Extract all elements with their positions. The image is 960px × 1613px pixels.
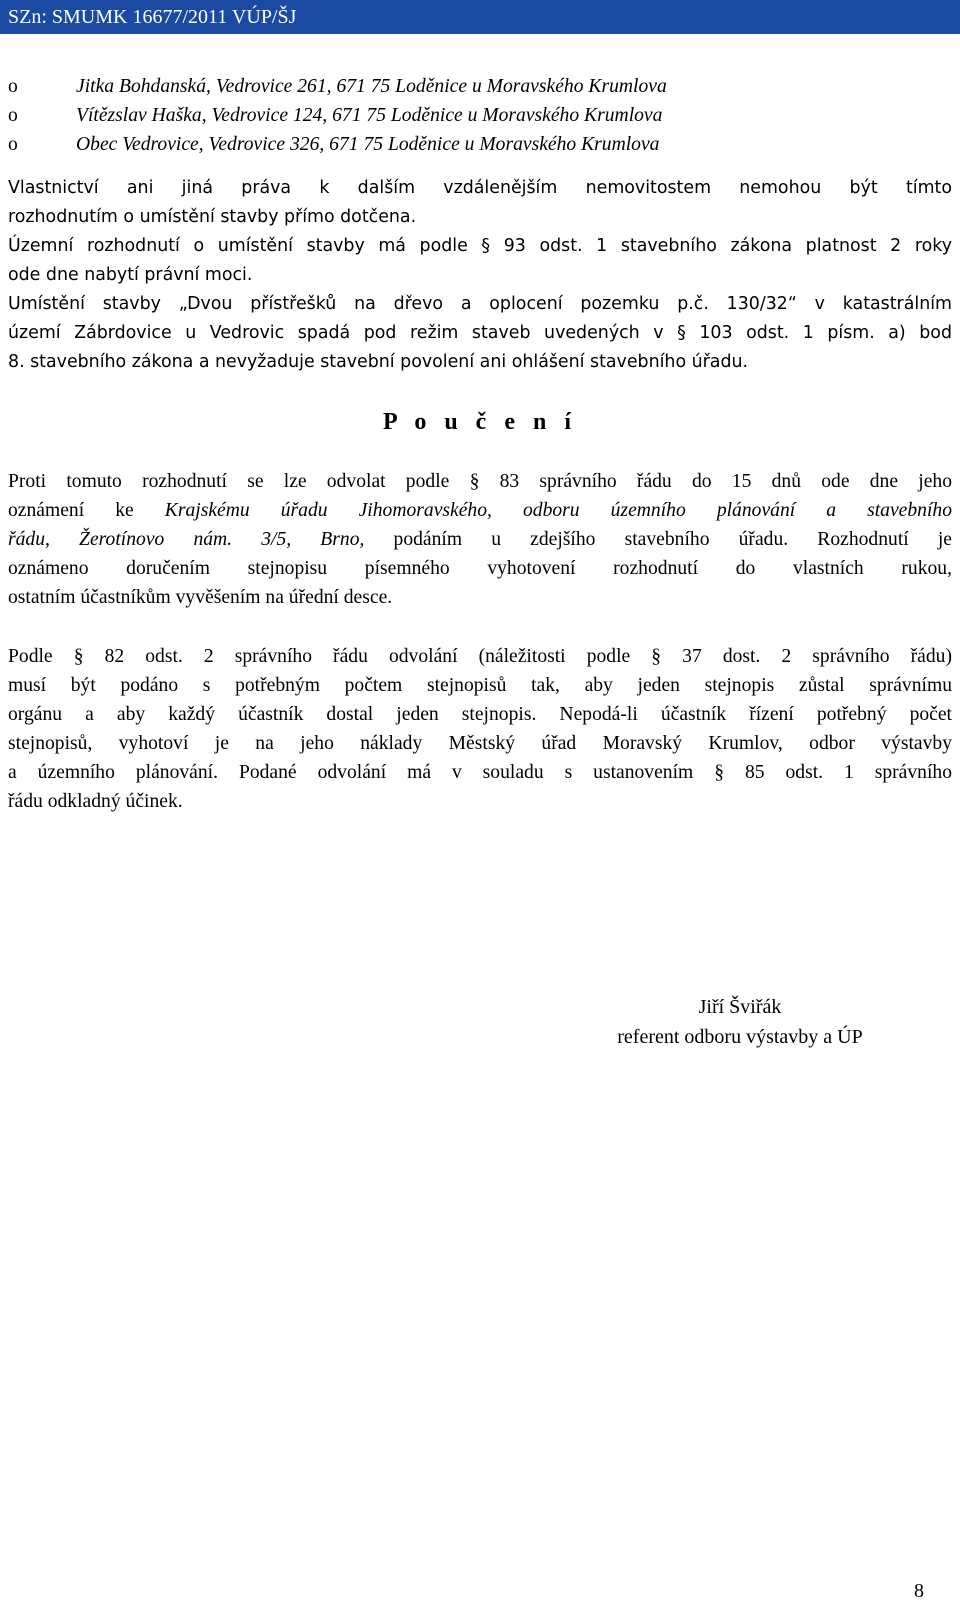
list-item: [8, 72, 952, 101]
paragraph-line: řádu odkladný účinek.: [8, 791, 183, 812]
paragraph-line: Proti tomuto rozhodnutí se lze odvolat podle § 83 správního řádu do 15 dnů ode dne jeho: [8, 471, 952, 492]
paragraph-line: Podle § 82 odst. 2 správního řádu odvolání (náležitosti podle § 37 dost. 2 správního řádu): [8, 646, 952, 667]
page-number: 8: [914, 1580, 924, 1602]
list-item: [8, 101, 952, 130]
paragraph-line: a územního plánování. Podané odvolání má v souladu s ustanovením § 85 odst. 1 správního: [8, 762, 952, 783]
list-item: [8, 130, 952, 159]
address-text: Jitka Bohdanská, Vedrovice 261, 671 75 Loděnice u Moravského Krumlova: [76, 76, 667, 97]
signatory-role: referent odboru výstavby a ÚP: [617, 1026, 863, 1048]
signature-block: [580, 992, 900, 1052]
pouceni-title: P o u č e n í: [382, 409, 577, 435]
info-line: území Zábrdovice u Vedrovic spadá pod režim staveb uvedených v § 103 odst. 1 písm. a) bod: [8, 323, 952, 343]
paragraph-line: [8, 496, 952, 525]
info-line: Vlastnictví ani jiná práva k dalším vzdálenějším nemovitostem nemohou být tímto: [8, 178, 952, 198]
authority-address: řádu, Žerotínovo nám. 3/5, Brno,: [8, 529, 365, 550]
line-segment: podáním u zdejšího stavebního úřadu. Rozhodnutí je: [364, 529, 952, 550]
signatory-name: Jiří Šviřák: [698, 996, 782, 1018]
document-body: [8, 72, 952, 816]
reference-number: SZn: SMUMK 16677/2011 VÚP/ŠJ: [8, 6, 297, 28]
appeal-requirements-paragraph: [8, 642, 952, 816]
paragraph-line: oznámeno doručením stejnopisu písemného vyhotovení rozhodnutí do vlastních rukou,: [8, 558, 952, 579]
paragraph-line: musí být podáno s potřebným počtem stejnopisů tak, aby jeden stejnopis zůstal správnímu: [8, 675, 952, 696]
paragraph-line: [8, 525, 952, 554]
bullet-icon: o: [8, 134, 18, 155]
info-line: Územní rozhodnutí o umístění stavby má podle § 93 odst. 1 stavebního zákona platnost 2 roky: [8, 236, 952, 256]
info-block: [8, 174, 952, 377]
paragraph-line: ostatním účastníkům vyvěšením na úřední desce.: [8, 587, 393, 608]
info-line: ode dne nabytí právní moci.: [8, 265, 253, 285]
line-segment: oznámení ke: [8, 500, 165, 521]
address-list: [8, 72, 952, 159]
address-text: Obec Vedrovice, Vedrovice 326, 671 75 Loděnice u Moravského Krumlova: [76, 134, 660, 155]
bullet-icon: o: [8, 105, 18, 126]
info-line: Umístění stavby „Dvou přístřešků na dřevo a oplocení pozemku p.č. 130/32“ v katastrálním: [8, 294, 952, 314]
authority-name: Krajskému úřadu Jihomoravského, odboru územního plánování a stavebního: [164, 500, 952, 521]
address-text: Vítězslav Haška, Vedrovice 124, 671 75 Loděnice u Moravského Krumlova: [76, 105, 663, 126]
paragraph-line: stejnopisů, vyhotoví je na jeho náklady Městský úřad Moravský Krumlov, odbor výstavby: [8, 733, 952, 754]
info-line: rozhodnutím o umístění stavby přímo dotčena.: [8, 207, 417, 227]
appeal-paragraph: [8, 467, 952, 612]
bullet-icon: o: [8, 76, 18, 97]
info-line: 8. stavebního zákona a nevyžaduje stavební povolení ani ohlášení stavebního úřadu.: [8, 352, 749, 372]
document-header: [0, 0, 960, 34]
paragraph-line: orgánu a aby každý účastník dostal jeden stejnopis. Nepodá-li účastník řízení potřebný počet: [8, 704, 952, 725]
